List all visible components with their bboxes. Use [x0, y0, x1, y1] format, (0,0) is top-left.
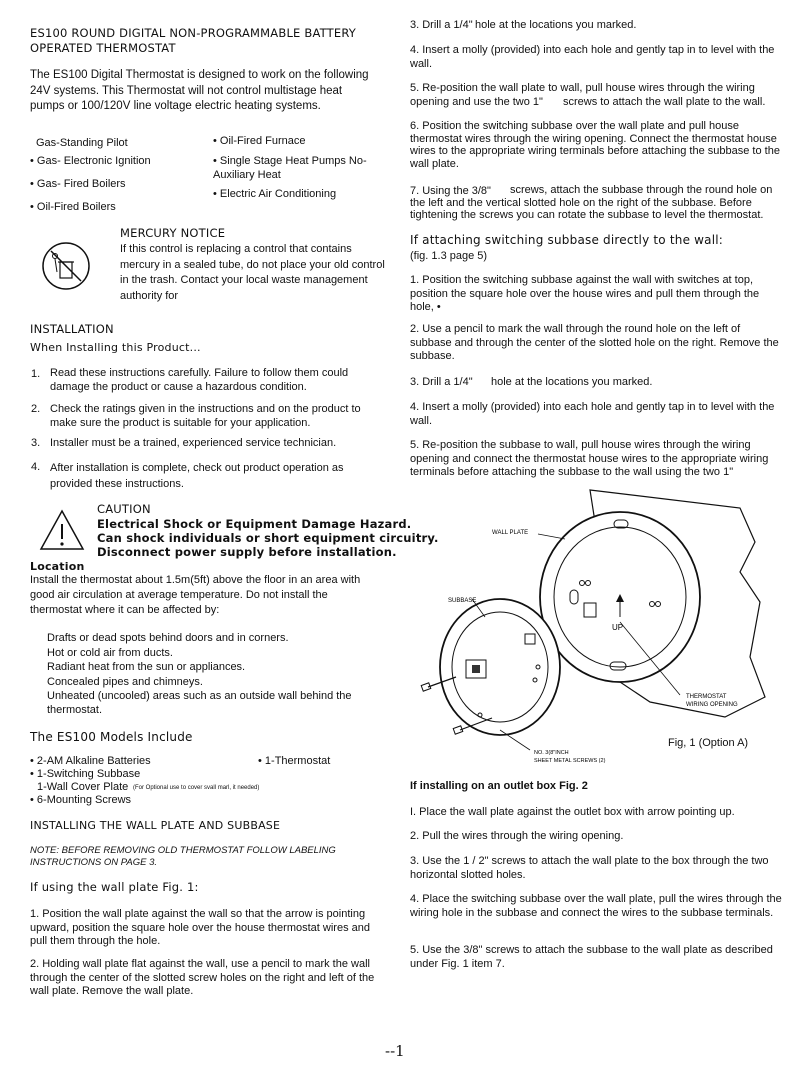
direct-step: 2. Use a pencil to mark the wall through the round hole on the left of subbase and through the center of the slotted hole on the right. Remove the subbase.	[410, 323, 779, 362]
step-text: screws to attach the wall plate to the wall.	[563, 96, 766, 108]
installation-heading: INSTALLATION	[30, 322, 114, 336]
caution-line: Electrical Shock or Equipment Damage Hazard.	[97, 517, 412, 531]
outlet-step: 4. Place the switching subbase over the wall plate, pull the wires through the wiring hole in the subbase and connect the wires to the subbase terminals.	[410, 893, 782, 919]
step-text: 4. Insert a molly (provided) into each hole and gently tap in to level with the wall.	[410, 44, 775, 70]
step-text: After installation is complete, check out product operation as provided these instructions.	[50, 462, 344, 490]
model-item: 1-Wall Cover Plate	[37, 781, 129, 793]
step-text: Installer must be a trained, experienced service technician.	[50, 437, 337, 449]
warning-icon	[38, 508, 86, 552]
list-item: Radiant heat from the sun or appliances.	[47, 661, 246, 673]
screws-label: NO. 3(8"INCH	[534, 750, 569, 756]
page-number: --1	[385, 1042, 405, 1060]
figure-caption: Fig, 1 (Option A)	[668, 737, 749, 749]
step-text: 6. Position the switching subbase over the wall plate and pull house thermostat wires through the wiring opening. Connect the thermostat house wires to the appropriate wiring terminals before attaching the subbase to the wall plate.	[410, 120, 780, 170]
system-item: Gas-Standing Pilot	[36, 137, 128, 149]
location-heading: Location	[30, 560, 85, 573]
step-number: 4.	[31, 461, 41, 473]
models-heading: The ES100 Models Include	[30, 730, 193, 744]
direct-step: 4. Insert a molly (provided) into each hole and gently tap in to level with the wall.	[410, 401, 775, 427]
step-number: 3.	[31, 437, 41, 449]
wallplate-step: 1. Position the wall plate against the wall so that the arrow is pointing upward, position the square hole over the house thermostat wires and pull them through the hole.	[30, 908, 370, 947]
list-item: Concealed pipes and chimneys.	[47, 676, 203, 688]
model-item: • 1-Switching Subbase	[30, 768, 141, 780]
model-item: • 2-AM Alkaline Batteries	[30, 755, 151, 767]
step-number: 1.	[31, 368, 41, 380]
list-item: Hot or cold air from ducts.	[47, 647, 173, 659]
caution-line: Can shock individuals or short equipment circuitry.	[97, 531, 439, 545]
direct-ref: (fig. 1.3 page 5)	[410, 250, 488, 262]
system-item: • Gas- Electronic Ignition	[30, 155, 151, 167]
outlet-step: 2. Pull the wires through the wiring opening.	[410, 830, 624, 842]
no-trash-icon	[40, 240, 92, 292]
subbase-label: SUBBASE	[448, 598, 477, 604]
direct-step: 5. Re-position the subbase to wall, pull house wires through the wiring opening and connect the thermostat house wires to the appropriate wiring terminals before attaching the subbase to the wall using the two 1"	[410, 439, 769, 478]
system-item: • Gas- Fired Boilers	[30, 178, 126, 190]
outlet-step: I. Place the wall plate against the outlet box with arrow pointing up.	[410, 806, 735, 818]
system-item: • Single Stage Heat Pumps No-Auxiliary Heat	[213, 155, 367, 181]
step-text: Read these instructions carefully. Failure to follow them could damage the product or cause a hazardous condition.	[50, 367, 349, 393]
direct-step: hole at the locations you marked.	[491, 376, 653, 388]
caution-line: Disconnect power supply before installation.	[97, 545, 397, 559]
system-item: • Oil-Fired Furnace	[213, 135, 306, 147]
wiring-label: THERMOSTAT	[686, 694, 727, 700]
system-item: • Oil-Fired Boilers	[30, 201, 116, 213]
model-item: • 1-Thermostat	[258, 755, 331, 767]
outlet-step: 3. Use the 1 / 2" screws to attach the wall plate to the box through the two horizontal slotted holes.	[410, 855, 769, 881]
mercury-text: If this control is replacing a control that contains mercury in a sealed tube, do not place your old control in the trash. Contact your local waste management authority for	[120, 243, 385, 302]
system-item: • Electric Air Conditioning	[213, 188, 337, 200]
installation-subheading: When Installing this Product...	[30, 341, 201, 354]
step-text: Check the ratings given in the instructions and on the product to make sure the product is suitable for your application.	[50, 403, 361, 429]
caution-heading: CAUTION	[97, 502, 151, 516]
step-text: screws, attach the subbase through the round hole on the left and the vertical slotted hole on the right of the subbase. Before tightening the screws you can rotate the subbase to level the thermostat.	[410, 184, 773, 221]
list-item: Drafts or dead spots behind doors and in corners.	[47, 632, 289, 644]
direct-step: 1. Position the switching subbase against the wall with switches at top, position the square hole over the house wires and pull them through the hole, •	[410, 274, 760, 313]
list-item: Unheated (uncooled) areas such as an outside wall behind the thermostat.	[47, 690, 352, 716]
model-item: • 6-Mounting Screws	[30, 794, 132, 806]
direct-heading: If attaching switching subbase directly to the wall:	[410, 233, 724, 247]
wallplate-heading: INSTALLING THE WALL PLATE AND SUBBASE	[30, 819, 281, 832]
step-text: 5. Re-position the wall plate to wall, pull house wires through the wiring opening and use the two 1"	[410, 82, 755, 108]
step-text: hole at the locations you marked.	[475, 19, 637, 31]
step-number: 2.	[31, 403, 41, 415]
step-text: 7. Using the 3/8"	[410, 185, 491, 197]
step-text: 3. Drill a 1/4"	[410, 19, 473, 31]
model-item-note: (For Optional use to cover svall marl, it needed)	[133, 785, 260, 791]
wall-plate-figure	[410, 482, 790, 772]
mercury-heading: MERCURY NOTICE	[120, 226, 226, 240]
fig1-heading: If using the wall plate Fig. 1:	[30, 880, 199, 894]
outlet-step: 5. Use the 3/8" screws to attach the subbase to the wall plate as described under Fig. 1 item 7.	[410, 944, 773, 970]
wallplate-note: NOTE: BEFORE REMOVING OLD THERMOSTAT FOLLOW LABELING INSTRUCTIONS ON PAGE 3.	[30, 845, 336, 868]
direct-step: 3. Drill a 1/4"	[410, 376, 473, 388]
outlet-heading: If installing on an outlet box Fig. 2	[410, 780, 588, 792]
up-label: UP	[612, 623, 624, 632]
wiring-label: WIRING OPENING	[686, 702, 738, 708]
wallplate-step: 2. Holding wall plate flat against the wall, use a pencil to mark the wall through the center of the slotted screw holes on the right and left of the wall plate. Remove the wall plate.	[30, 958, 375, 997]
intro-paragraph: The ES100 Digital Thermostat is designed to work on the following 24V systems. This Thermostat will not control multistage heat pumps or 100/120V line voltage electric heating systems.	[30, 69, 369, 112]
page-title: ES100 ROUND DIGITAL NON-PROGRAMMABLE BATTERY OPERATED THERMOSTAT	[30, 26, 357, 55]
location-text: Install the thermostat about 1.5m(5ft) above the floor in an area with good air circulation at average temperature. Do not install the thermostat where it can be affected by:	[30, 574, 361, 616]
wall-plate-label: WALL PLATE	[492, 530, 529, 536]
screws-label: SHEET METAL SCREWS (2)	[534, 758, 606, 764]
